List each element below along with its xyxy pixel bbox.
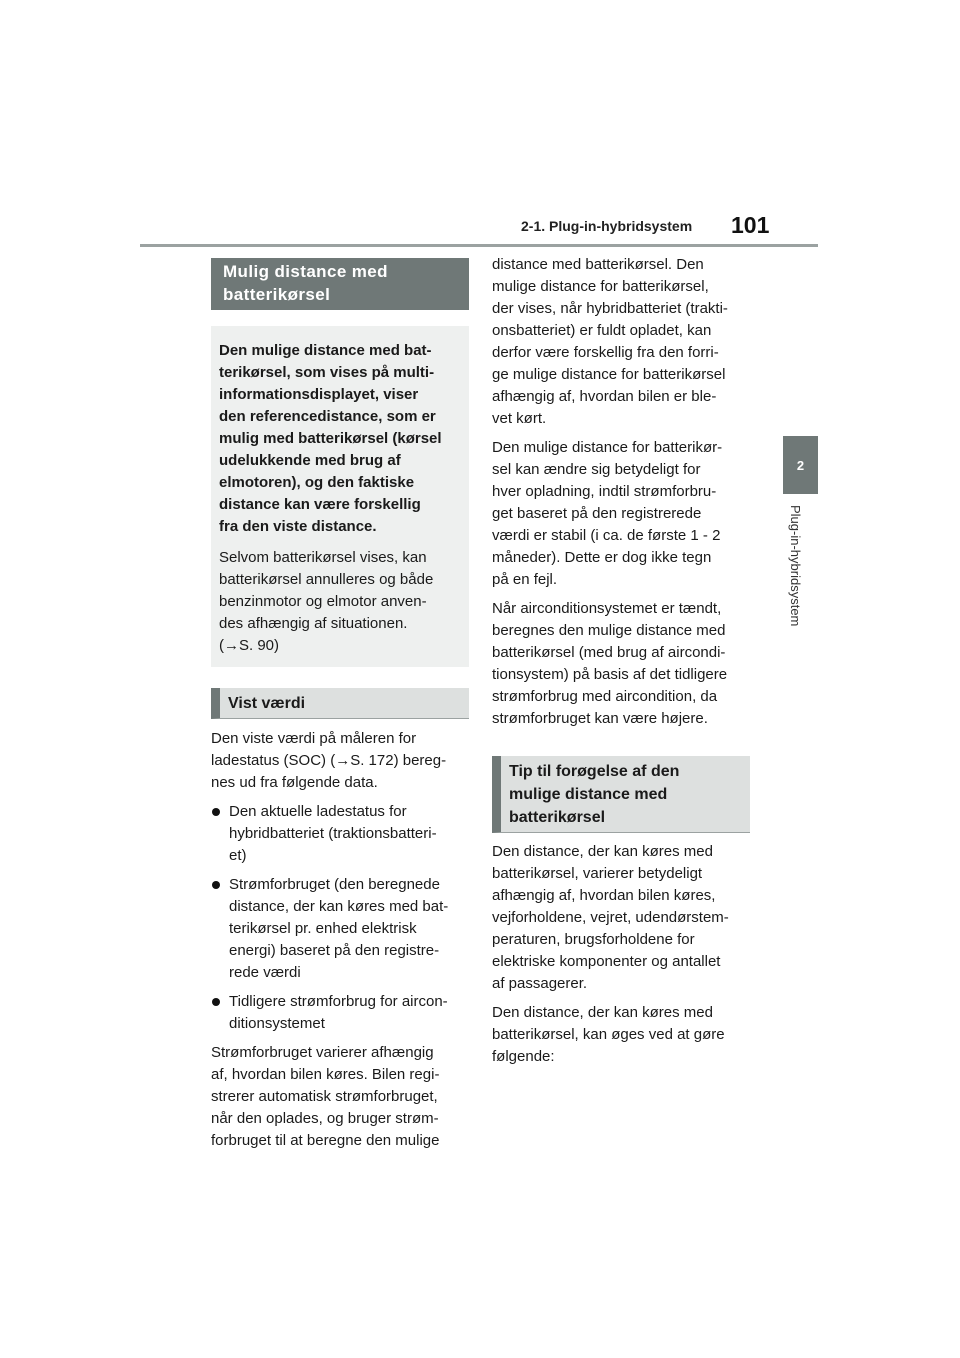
right-column — [492, 254, 750, 1075]
list-item: Strømforbruget (den beregnede distance, der kan køres med bat- terikørsel pr. enhed elektrisk energi) baseret på den registre- rede værdi — [211, 874, 469, 984]
paragraph-aircondition: Når airconditionsystemet er tændt, beregnes den mulige distance med batterikørsel (med brug af aircondi- tionsystem) på basis af det tidligere strømforbrug med aircondition, da strømforbruget kan være højere. — [492, 600, 728, 727]
data-list — [211, 801, 469, 1035]
chapter-tab: 2 — [783, 436, 818, 494]
heading-vist-vaerdi: Vist værdi — [211, 688, 469, 719]
page-number: 101 — [731, 212, 770, 238]
paragraph-charging: Den mulige distance for batterikør- sel kan ændre sig betydeligt for hver opladning, indtil strømforbru- get baseret på den registrerede værdi er stabil (i ca. de første 1 - 2 måneder). Dette er dog ikke tegn på en fejl. — [492, 439, 723, 588]
info-box — [211, 326, 469, 667]
chapter-label: Plug-in-hybridsystem — [788, 505, 803, 627]
heading-tip: Tip til forøgelse af den mulige distance med batterikørsel — [492, 756, 750, 833]
info-box-bold-text: Den mulige distance med bat- terikørsel, som vises på multi- informationsdisplayet, viser den referencedistance, som er mulig med batterikørsel (kørsel udelukkende med brug af elmotoren), og den faktiske distance kan være forskellig fra den viste distance. — [219, 342, 442, 535]
page-reference: (→S. 90) — [219, 637, 280, 654]
list-item: Den aktuelle ladestatus for hybridbatteriet (traktionsbatteri- et) — [211, 801, 469, 867]
paragraph-increase: Den distance, der kan køres med batterikørsel, kan øges ved at gøre følgende: — [492, 1004, 725, 1065]
intro-paragraph: Den viste værdi på måleren for ladestatus (SOC) (→S. 172) bereg- nes ud fra følgende data. — [211, 730, 447, 791]
paragraph-continued: distance med batterikørsel. Den mulige distance for batterikørsel, der vises, når hybridbatteriet (trakti- onsbatteriet) er fuldt opladet, kan derfor være forskellig fra den forri- ge mulige distance for batterikørsel afhængig af, hvordan bilen er ble- vet kørt. — [492, 256, 728, 427]
bullet-icon — [212, 808, 220, 816]
consumption-paragraph: Strømforbruget varierer afhængig af, hvordan bilen køres. Bilen regi- strerer automatisk strømforbruget, når den oplades, og bruger strøm- forbruget til at beregne den mulige — [211, 1044, 440, 1149]
left-column — [211, 258, 469, 1159]
list-item: Tidligere strømforbrug for aircon- ditionsystemet — [211, 991, 469, 1035]
heading-mulig-distance: Mulig distance med batterikørsel — [211, 258, 469, 310]
header-divider — [140, 244, 818, 247]
section-title: 2-1. Plug-in-hybridsystem — [521, 218, 693, 234]
paragraph-distance-varies: Den distance, der kan køres med batterikørsel, varierer betydeligt afhængig af, hvordan bilen køres, vejforholdene, vejret, udendørstem- peraturen, brugsforholdene for elektriske komponenter og antallet af passagerer. — [492, 843, 729, 992]
bullet-icon — [212, 998, 220, 1006]
bullet-icon — [212, 881, 220, 889]
info-box-text: Selvom batterikørsel vises, kan batterikørsel annulleres og både benzinmotor og elmotor anven- des afhængig af situationen. (→S. 90) — [219, 547, 459, 657]
